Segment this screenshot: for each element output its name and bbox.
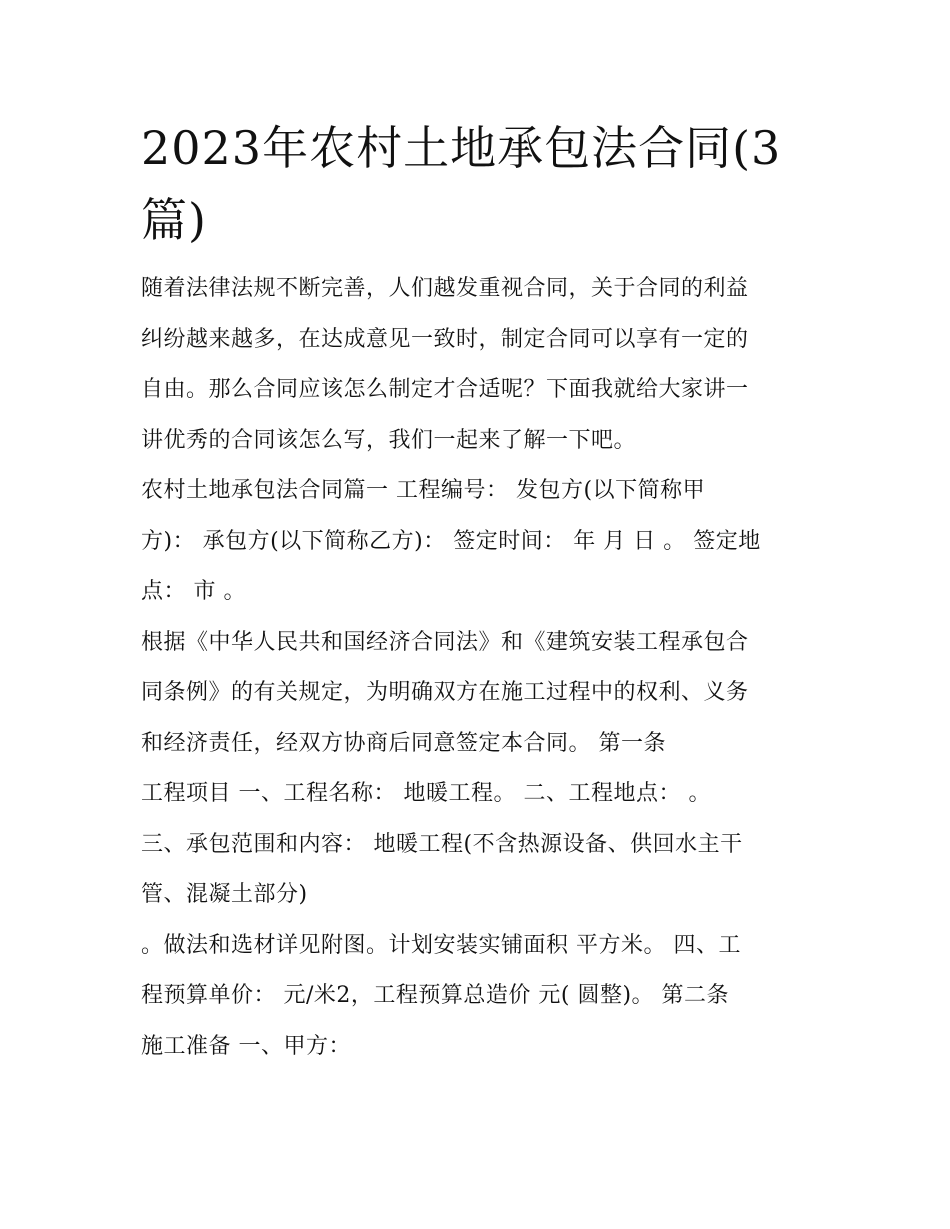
body-line: 点： 市 。: [141, 579, 246, 604]
title-line: 篇): [141, 193, 207, 247]
body-line: 同条例》的有关规定，为明确双方在施工过程中的权利、义务: [141, 680, 749, 705]
body-line: 纠纷越来越多，在达成意见一致时，制定合同可以享有一定的: [141, 326, 749, 352]
body-line: 程预算单价： 元/米2，工程预算总造价 元( 圆整)。 第二条: [141, 983, 730, 1008]
body-line: 工程项目 一、工程名称： 地暖工程。 二、工程地点： 。: [141, 781, 711, 806]
body-line: 三、承包范围和内容： 地暖工程(不含热源设备、供回水主干: [141, 831, 743, 857]
body-line: 农村土地承包法合同篇一 工程编号： 发包方(以下简称甲: [141, 478, 706, 503]
body-line: 和经济责任，经双方协商后同意签定本合同。 第一条: [141, 730, 666, 756]
body-line: 讲优秀的合同该怎么写，我们一起来了解一下吧。: [141, 427, 637, 453]
title-line: 2023年农村土地承包法合同(3: [141, 121, 782, 175]
document-content: [141, 112, 821, 1072]
body-line: 管、混凝土部分): [141, 882, 308, 907]
body-line: 根据《中华人民共和国经济合同法》和《建筑安装工程承包合: [141, 629, 749, 655]
body-line: 施工准备 一、甲方：: [141, 1033, 351, 1059]
body-line: 方)： 承包方(以下简称乙方)： 签定时间： 年 月 日 。 签定地: [141, 528, 761, 554]
body-line: 。做法和选材详见附图。计划安装实铺面积 平方米。 四、工: [141, 932, 741, 958]
body-line: 自由。那么合同应该怎么制定才合适呢？下面我就给大家讲一: [141, 377, 749, 402]
document-title: [141, 112, 821, 256]
body-line: 随着法律法规不断完善，人们越发重视合同，关于合同的利益: [141, 276, 749, 301]
document-body: [141, 264, 821, 1072]
